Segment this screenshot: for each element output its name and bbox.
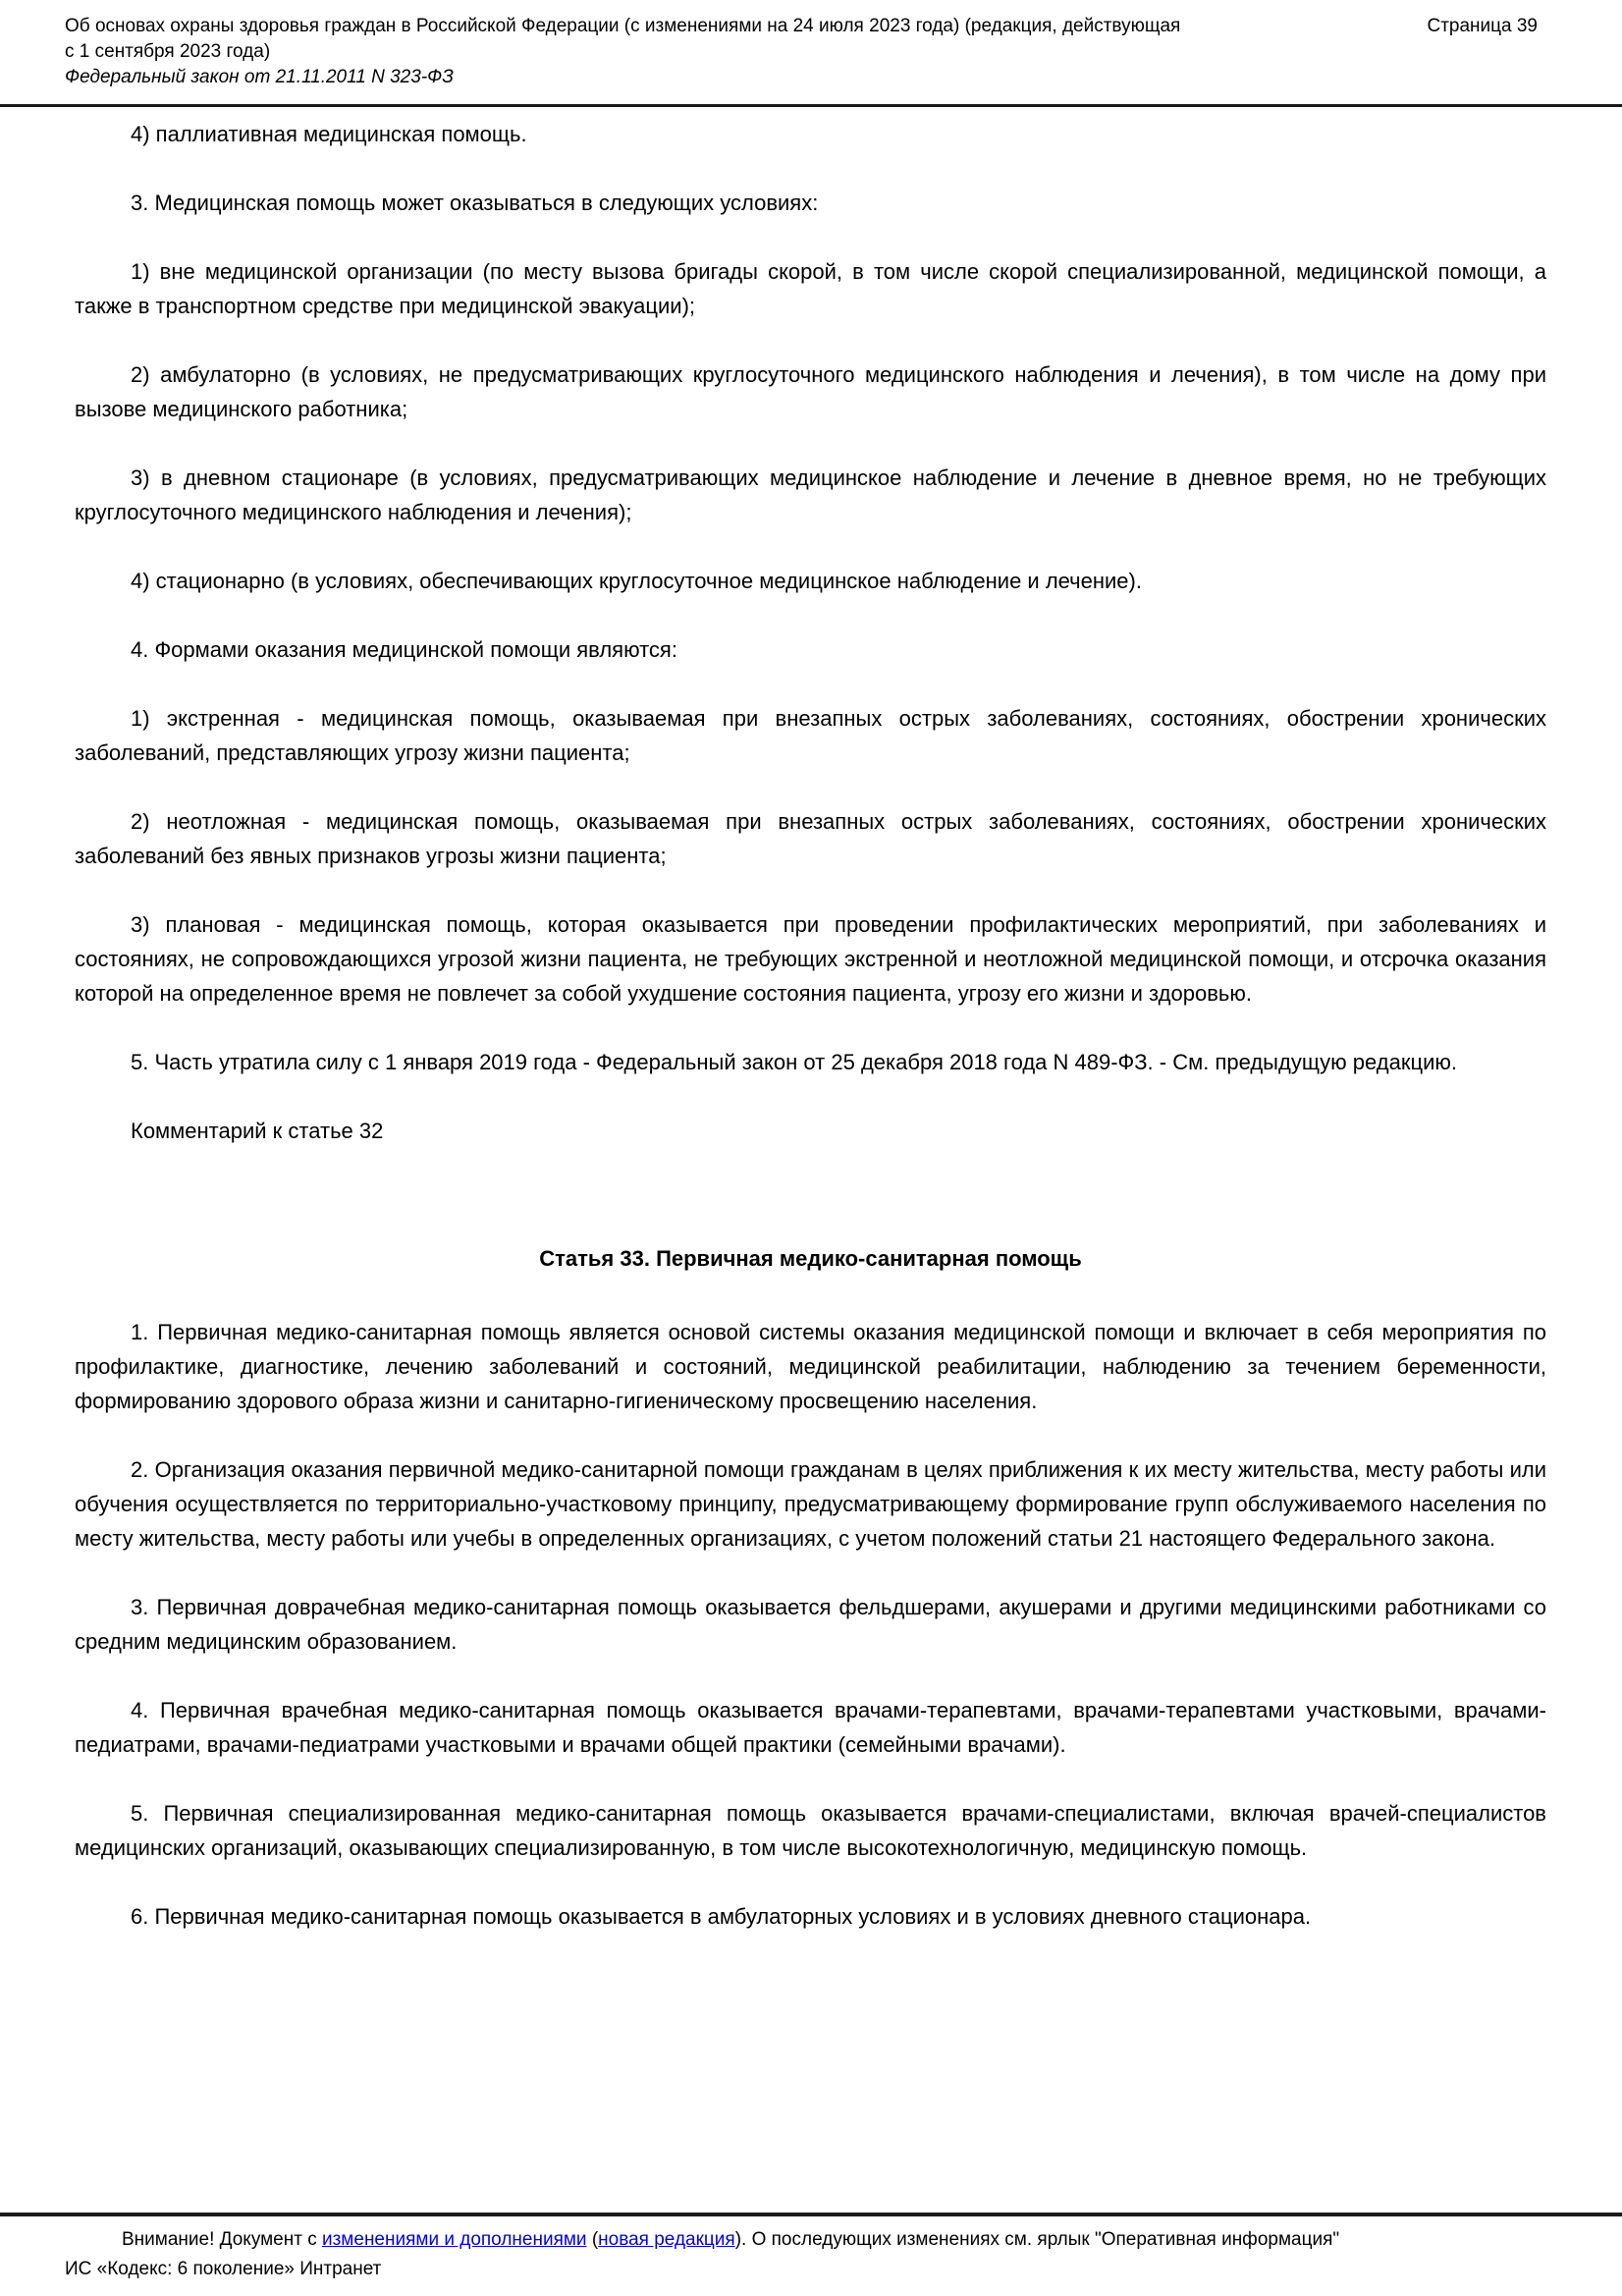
- footer-notice-prefix: Внимание! Документ с: [122, 2229, 322, 2250]
- paragraph: 1. Первичная медико-санитарная помощь является основой системы оказания медицинской помощи и включает в себя мероприятия по профилактике, диагностике, лечению заболеваний и состояний, медицинской реабилитации, наблюдению за течением беременности, формированию здорового образа жизни и санитарно-гигиеническому просвещению населения.: [75, 1320, 1546, 1413]
- page-footer: [0, 2216, 1622, 2296]
- document-subtitle: Федеральный закон от 21.11.2011 N 323-ФЗ: [65, 67, 454, 87]
- footer-notice-mid: (: [586, 2229, 599, 2250]
- paragraph: Комментарий к статье 32: [131, 1119, 384, 1143]
- page-header: [0, 0, 1622, 104]
- system-name-label: ИС «Кодекс: 6 поколение» Интранет: [65, 2259, 382, 2279]
- paragraph: 3) в дневном стационаре (в условиях, предусматривающих медицинское наблюдение и лечение в дневное время, но не требующих круглосуточного медицинского наблюдения и лечения);: [75, 465, 1546, 524]
- paragraph: 3. Медицинская помощь может оказываться в следующих условиях:: [131, 191, 819, 215]
- document-body: [0, 107, 1622, 2213]
- paragraph: 2) неотложная - медицинская помощь, оказываемая при внезапных острых заболеваниях, состояниях, обострении хронических заболеваний без явных признаков угрозы жизни пациента;: [75, 809, 1546, 868]
- new-edition-link[interactable]: новая редакция: [598, 2229, 735, 2250]
- paragraph: 4) стационарно (в условиях, обеспечивающих круглосуточное медицинское наблюдение и лечение).: [131, 569, 1142, 593]
- paragraph: 4. Формами оказания медицинской помощи являются:: [131, 637, 677, 662]
- page-number-label: Страница 39: [1427, 16, 1538, 36]
- document-title-line2: с 1 сентября 2023 года): [65, 41, 271, 62]
- footer-notice-suffix: ). О последующих изменениях см. ярлык "Оперативная информация": [734, 2229, 1340, 2250]
- paragraph: 3) плановая - медицинская помощь, которая оказывается при проведении профилактических мероприятий, при заболеваниях и состояниях, не сопровождающихся угрозой жизни пациента, не требующих экстренной и неотложной медицинской помощи, и отсрочка оказания которой на определенное время не повлечет за собой ухудшение состояния пациента, угрозу его жизни и здоровью.: [75, 912, 1546, 1006]
- paragraph: 4. Первичная врачебная медико-санитарная помощь оказывается врачами-терапевтами, врачами-терапевтами участковыми, врачами-педиатрами, врачами-педиатрами участковыми и врачами общей практики (семейными врачами).: [75, 1698, 1546, 1757]
- paragraph: 2) амбулаторно (в условиях, не предусматривающих круглосуточного медицинского наблюдения и лечения), в том числе на дому при вызове медицинского работника;: [75, 362, 1546, 421]
- paragraph: 5. Первичная специализированная медико-санитарная помощь оказывается врачами-специалистами, включая врачей-специалистов медицинских организаций, оказывающих специализированную, в том числе высокотехнологичную, медицинскую помощь.: [75, 1801, 1546, 1860]
- paragraph: 5. Часть утратила силу с 1 января 2019 года - Федеральный закон от 25 декабря 2018 года N 489-ФЗ. - См. предыдущую редакцию.: [131, 1050, 1457, 1074]
- paragraph: 2. Организация оказания первичной медико-санитарной помощи гражданам в целях приближения к их месту жительства, месту работы или обучения осуществляется по территориально-участковому принципу, предусматривающему формирование групп обслуживаемого населения по месту жительства, месту работы или учебы в определенных организациях, с учетом положений статьи 21 настоящего Федерального закона.: [75, 1457, 1546, 1551]
- article-heading: Статья 33. Первичная медико-санитарная помощь: [539, 1246, 1082, 1271]
- document-title-block: [65, 14, 1180, 90]
- document-title-line1: Об основах охраны здоровья граждан в Российской Федерации (с изменениями на 24 июля 2023 года) (редакция, действующая: [65, 16, 1181, 36]
- footer-notice: [65, 2225, 1553, 2255]
- amendments-link[interactable]: изменениями и дополнениями: [321, 2229, 587, 2250]
- paragraph: 6. Первичная медико-санитарная помощь оказывается в амбулаторных условиях и в условиях дневного стационара.: [131, 1904, 1312, 1929]
- paragraph: 1) вне медицинской организации (по месту вызова бригады скорой, в том числе скорой специализированной, медицинской помощи, а также в транспортном средстве при медицинской эвакуации);: [75, 259, 1546, 318]
- paragraph: 1) экстренная - медицинская помощь, оказываемая при внезапных острых заболеваниях, состояниях, обострении хронических заболеваний, представляющих угрозу жизни пациента;: [75, 706, 1546, 765]
- paragraph: 3. Первичная доврачебная медико-санитарная помощь оказывается фельдшерами, акушерами и другими медицинскими работниками со средним медицинским образованием.: [75, 1595, 1546, 1654]
- paragraph: 4) паллиативная медицинская помощь.: [131, 122, 527, 146]
